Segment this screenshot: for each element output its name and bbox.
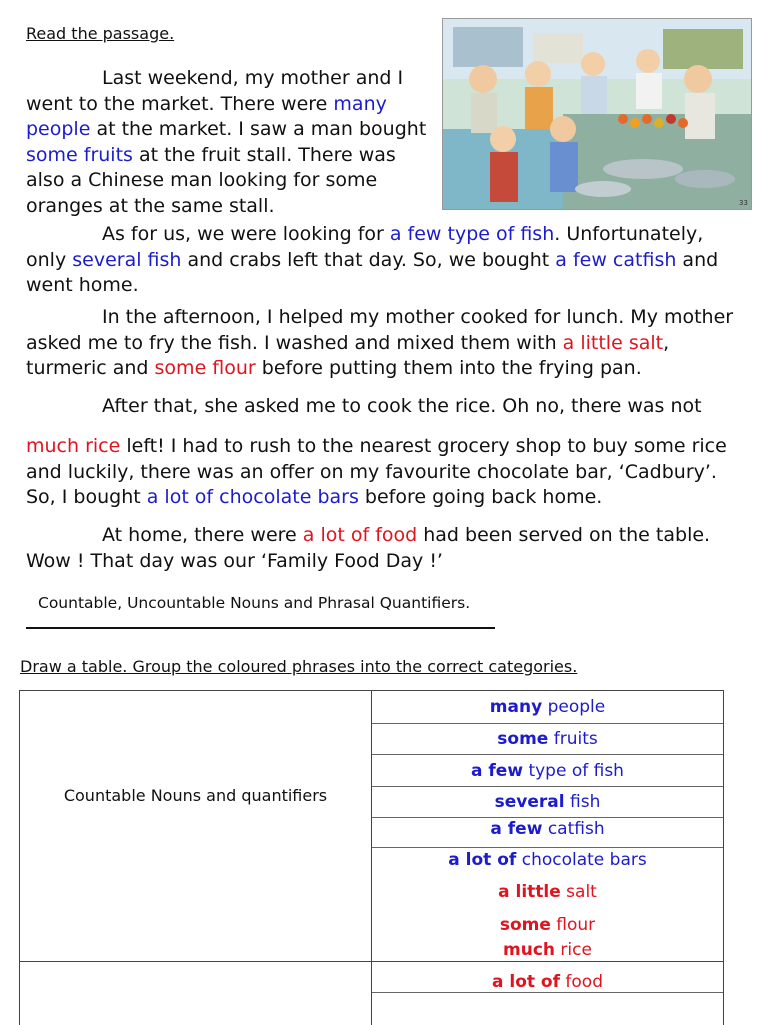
passage-text: . Unfortunately, only [26,223,704,271]
highlighted-phrase: a few catfish [555,248,677,271]
quantifier-word: several [494,792,565,812]
quantifier-word: some [497,729,549,749]
passage-text: and crabs left that day. So, we bought [181,248,556,271]
table-row-line [20,961,723,962]
quantifier-word: much [503,940,556,960]
countable-category-label: Countable Nouns and quantifiers [63,786,328,805]
paragraph-1 [26,66,438,220]
quantifier-word: a little [498,882,561,902]
passage-text: Last weekend, my mother and I went to the market. There were [26,67,404,115]
table-row-line [372,992,723,993]
quantifier-phrase [372,882,723,902]
quantifier-word: a few [490,819,543,839]
table-row-line [372,754,723,755]
table-row-line [372,786,723,787]
passage-text: After that, she asked me to cook the rice. Oh no, there was not [102,395,702,417]
quantifier-word: a lot of [491,972,561,992]
passage-text: , turmeric and [26,331,670,380]
paragraph-5 [26,523,746,574]
paragraph-4-rest [26,434,746,511]
table-row-line [372,817,723,818]
section-subtitle: Countable, Uncountable Nouns and Phrasal Quantifiers. [38,594,471,612]
passage-text: and went home. [26,248,719,297]
paragraph-4-line-1 [26,394,746,420]
highlighted-phrase: some flour [154,357,256,380]
market-illustration [442,18,752,210]
passage-text: at the market. I saw a man bought [90,118,427,141]
paragraph-2 [26,222,746,299]
highlighted-phrase: a little salt [562,331,664,354]
highlighted-phrase: a few type of fish [389,223,555,245]
divider-line [26,627,495,629]
highlighted-phrase: some fruits [26,143,133,166]
highlighted-phrase: many people [26,92,387,141]
quantifier-phrase [372,850,723,870]
noun-word: flour [550,915,596,935]
passage-text: at the fruit stall. There was also a Chinese man looking for some oranges at the same stall. [26,143,396,217]
table-row-line [372,723,723,724]
noun-word: fruits [548,729,598,749]
noun-word: type of fish [523,761,624,781]
highlighted-phrase: much rice [26,435,121,457]
categories-table [19,690,724,1025]
quantifier-word: a lot of [448,850,517,870]
passage-text: before putting them into the frying pan. [255,357,642,380]
passage-text: At home, there were [102,524,303,546]
highlighted-phrase: a lot of chocolate bars [146,486,359,509]
highlighted-phrase: a lot of food [302,524,418,546]
quantifier-phrase [372,697,723,717]
noun-word: catfish [542,819,605,839]
table-row-line [372,847,723,848]
passage-heading: Read the passage. [26,24,175,43]
noun-word: food [560,972,603,992]
passage-text: As for us, we were looking for [102,223,390,245]
market-scene-image [443,19,751,209]
noun-word: people [542,697,606,717]
quantifier-phrase [372,729,723,749]
noun-word: fish [564,792,601,812]
paragraph-3 [26,305,746,382]
quantifier-phrase [372,940,723,960]
passage-text: In the afternoon, I helped my mother cooked for lunch. My mother asked me to fry the fish. I washed and mixed them with [26,306,734,354]
highlighted-phrase: several fish [72,248,182,271]
quantifier-word: a few [471,761,524,781]
noun-word: salt [560,882,597,902]
quantifier-phrase [372,819,723,839]
quantifier-phrase [372,915,723,935]
image-page-number: 33 [739,199,748,207]
quantifier-word: some [499,915,551,935]
quantifier-phrase [372,792,723,812]
task-instruction: Draw a table. Group the coloured phrases into the correct categories. [20,657,578,676]
passage-text: left! I had to rush to the nearest grocery shop to buy some rice and luckily, there was an offer on my favourite chocolate bar, ‘Cadbury’. So, I bought [26,435,727,509]
quantifier-phrase [372,761,723,781]
quantifier-phrase [372,972,723,992]
noun-word: chocolate bars [516,850,647,870]
passage-text: had been served on the table. Wow ! That day was our ‘Family Food Day !’ [26,524,711,572]
noun-word: rice [555,940,592,960]
passage-text: before going back home. [358,486,603,509]
quantifier-word: many [489,697,543,717]
